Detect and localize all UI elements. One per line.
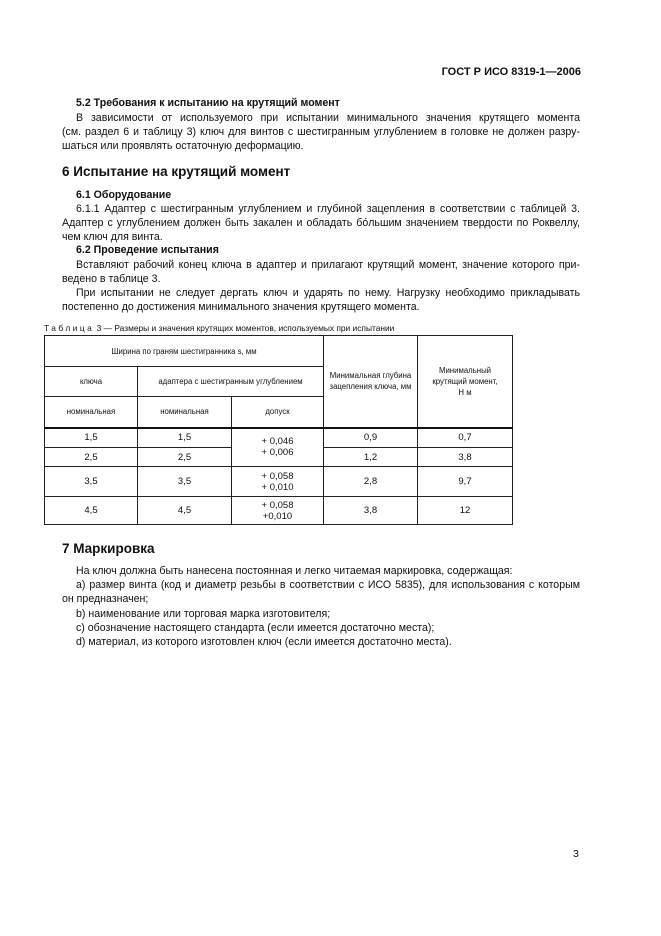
tol-upper: + 0,046 bbox=[261, 436, 294, 448]
list-item: c) обозначение настоящего стандарта (если имеется достаточно места); bbox=[76, 622, 435, 634]
tol-upper: + 0,058 bbox=[261, 470, 294, 482]
cell: 3,8 bbox=[418, 448, 513, 467]
cell: 3,5 bbox=[138, 467, 232, 497]
cell: 2,5 bbox=[138, 448, 232, 467]
cell: 0,9 bbox=[324, 428, 418, 448]
cell: 1,5 bbox=[45, 428, 138, 448]
paragraph-line: чем ключ для винта. bbox=[62, 231, 163, 243]
header-nominal: номинальная bbox=[138, 397, 232, 428]
cell: 3,5 bbox=[45, 467, 138, 497]
torque-table bbox=[44, 335, 513, 525]
page-number: 3 bbox=[573, 848, 579, 860]
table-caption bbox=[44, 323, 394, 333]
table-row bbox=[45, 428, 513, 448]
section-6-title: 6 Испытание на крутящий момент bbox=[62, 164, 291, 179]
cell: 12 bbox=[418, 497, 513, 525]
header-nominal: номинальная bbox=[45, 397, 138, 428]
list-item: d) материал, из которого изготовлен ключ (если имеется достаточно места). bbox=[76, 636, 452, 648]
paragraph-line: шаться или проявлять остаточную деформацию. bbox=[62, 140, 304, 152]
header-width: Ширина по граням шестигранника s, мм bbox=[45, 336, 324, 367]
paragraph-line: ведено в таблице 3. bbox=[62, 273, 161, 285]
paragraph-line: При испытании не следует дергать ключ и ударять по нему. Нагрузку необходимо прикладывать bbox=[76, 287, 580, 299]
caption-text: 3 — Размеры и значения крутящих моментов, используемых при испытании bbox=[96, 323, 395, 333]
tol-lower: +0,010 bbox=[262, 510, 293, 522]
section-6-1-title: 6.1 Оборудование bbox=[76, 189, 172, 201]
section-6-2-title: 6.2 Проведение испытания bbox=[76, 244, 219, 256]
header-depth: Минимальная глубина зацепления ключа, мм bbox=[324, 336, 418, 428]
tol-upper: + 0,058 bbox=[261, 499, 294, 511]
tol-lower: + 0,006 bbox=[261, 447, 294, 459]
header-key: ключа bbox=[45, 367, 138, 397]
paragraph-line: 6.1.1 Адаптер с шестигранным углублением и глубиной зацепления в соответствии с таблицей 3. bbox=[76, 203, 580, 215]
tol-lower: + 0,010 bbox=[261, 481, 294, 493]
cell: 0,7 bbox=[418, 428, 513, 448]
section-5-2-title: 5.2 Требования к испытанию на крутящий момент bbox=[76, 97, 340, 109]
cell: 3,8 bbox=[324, 497, 418, 525]
document-header: ГОСТ Р ИСО 8319-1—2006 bbox=[441, 66, 581, 78]
cell: 2,8 bbox=[324, 467, 418, 497]
header-tolerance: допуск bbox=[232, 397, 324, 428]
header-torque-text: Минимальный крутящий момент, bbox=[432, 365, 498, 386]
paragraph-line: постепенно до достижения минимального значения крутящего момента. bbox=[62, 301, 420, 313]
cell-tolerance bbox=[232, 467, 324, 497]
cell: 1,5 bbox=[138, 428, 232, 448]
section-7-title: 7 Маркировка bbox=[62, 541, 155, 556]
table-row bbox=[45, 467, 513, 497]
cell: 2,5 bbox=[45, 448, 138, 467]
paragraph-line: Адаптер с углублением должен быть закален и обладать бо́льшим значением твердости по Роквеллу, bbox=[62, 217, 580, 229]
caption-label: Таблица bbox=[44, 323, 95, 333]
list-item: a) размер винта (код и диаметр резьбы в соответствии с ИСО 5835), для использования с которым bbox=[76, 579, 580, 591]
header-adapter: адаптера с шестигранным углублением bbox=[138, 367, 324, 397]
header-torque-unit: Н м bbox=[458, 387, 472, 397]
paragraph-line: (см. раздел 6 и таблицу 3) ключ для винтов с шестигранным углублением в головке не должен разру- bbox=[62, 126, 580, 138]
list-item: b) наименование или торговая марка изготовителя; bbox=[76, 608, 331, 620]
paragraph-line: На ключ должна быть нанесена постоянная и легко читаемая маркировка, содержащая: bbox=[76, 565, 513, 577]
cell-tolerance bbox=[232, 497, 324, 525]
header-torque bbox=[418, 336, 513, 428]
cell: 9,7 bbox=[418, 467, 513, 497]
cell: 4,5 bbox=[45, 497, 138, 525]
paragraph-line: Вставляют рабочий конец ключа в адаптер и прилагают крутящий момент, значение которого при- bbox=[76, 259, 580, 271]
cell: 1,2 bbox=[324, 448, 418, 467]
paragraph-line: В зависимости от используемого при испытании минимального значения крутящего момента bbox=[76, 112, 580, 124]
table-row bbox=[45, 497, 513, 525]
cell: 4,5 bbox=[138, 497, 232, 525]
paragraph-line: он предназначен; bbox=[62, 593, 149, 605]
cell-tolerance bbox=[232, 428, 324, 467]
